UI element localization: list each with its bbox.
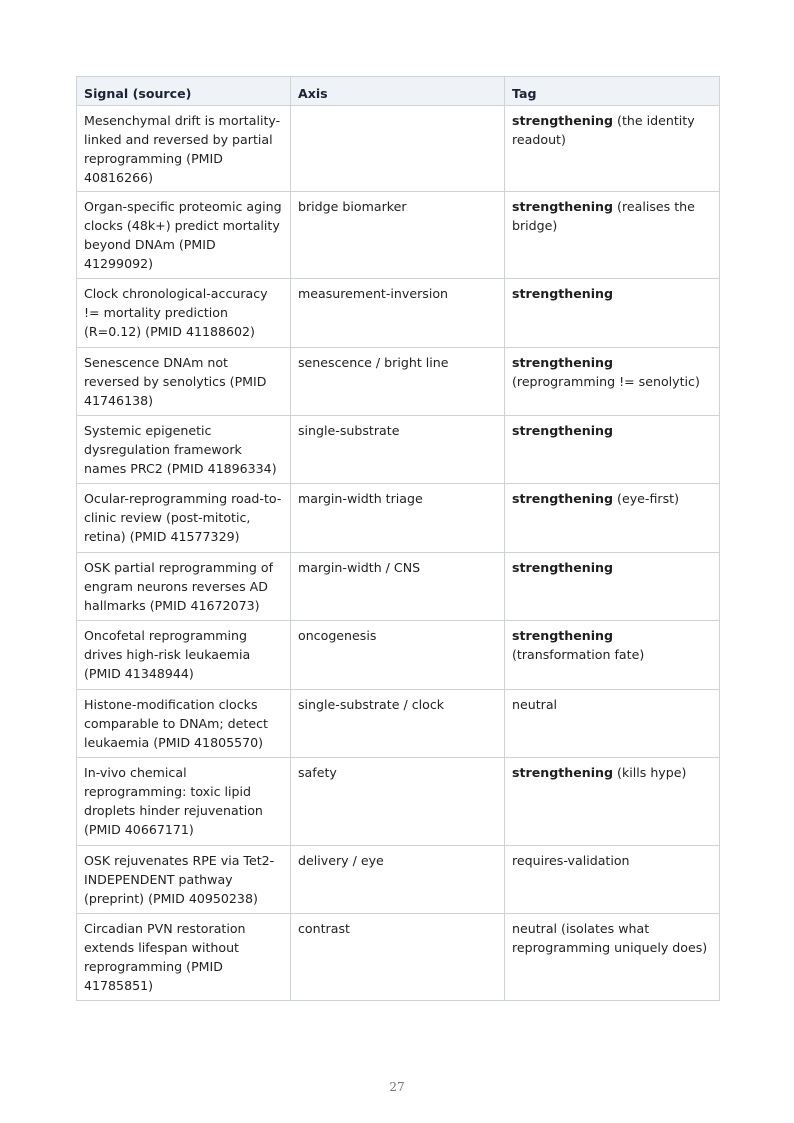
table-row [77,846,720,914]
cell-tag [505,192,720,279]
table-body [77,106,720,1001]
cell-signal: Clock chronological-accuracy != mortality prediction (R=0.12) (PMID 41188602) [77,279,291,348]
table-row [77,621,720,690]
page-number: 27 [389,1080,405,1094]
cell-tag [505,758,720,846]
cell-tag [505,690,720,758]
cell-tag [505,553,720,621]
cell-axis: bridge biomarker [291,192,505,279]
tag-note-text: requires-validation [512,853,630,868]
table-header [77,77,720,106]
cell-axis: senescence / bright line [291,348,505,416]
header-axis: Axis [291,77,505,106]
cell-axis: single-substrate / clock [291,690,505,758]
table-row [77,279,720,348]
tag-strong-text: strengthening [512,113,614,128]
tag-note-text: (eye-first) [613,491,679,506]
tag-strong-text: strengthening [512,491,614,506]
cell-tag [505,416,720,484]
tag-note-text: (the identity readout) [512,113,695,147]
cell-signal: Ocular-reprogramming road-to-clinic review (post-mitotic, retina) (PMID 41577329) [77,484,291,553]
cell-tag [505,348,720,416]
cell-axis: measurement-inversion [291,279,505,348]
cell-signal: OSK partial reprogramming of engram neurons reverses AD hallmarks (PMID 41672073) [77,553,291,621]
cell-tag [505,914,720,1001]
tag-note-text: neutral (isolates what reprogramming uniquely does) [512,921,708,955]
table-row [77,348,720,416]
header-signal: Signal (source) [77,77,291,106]
table-header-row [77,77,720,106]
cell-tag [505,484,720,553]
tag-note-text: (realises the bridge) [512,199,695,233]
tag-note-text: (transformation fate) [512,647,645,662]
cell-signal: Oncofetal reprogramming drives high-risk leukaemia (PMID 41348944) [77,621,291,690]
cell-axis: safety [291,758,505,846]
cell-signal: OSK rejuvenates RPE via Tet2-INDEPENDENT pathway (preprint) (PMID 40950238) [77,846,291,914]
tag-strong-text: strengthening [512,286,614,301]
cell-axis: delivery / eye [291,846,505,914]
cell-tag [505,106,720,192]
tag-strong-text: strengthening [512,199,614,214]
tag-note-text: neutral [512,697,558,712]
table-row [77,690,720,758]
cell-signal: Histone-modification clocks comparable to DNAm; detect leukaemia (PMID 41805570) [77,690,291,758]
table-row [77,914,720,1001]
table-row [77,106,720,192]
tag-strong-text: strengthening [512,628,614,643]
tag-note-text: (kills hype) [613,765,687,780]
table-row [77,484,720,553]
header-tag: Tag [505,77,720,106]
cell-tag [505,621,720,690]
cell-signal: Senescence DNAm not reversed by senolytics (PMID 41746138) [77,348,291,416]
tag-strong-text: strengthening [512,765,614,780]
cell-tag [505,279,720,348]
table-row [77,192,720,279]
tag-strong-text: strengthening [512,560,614,575]
table-row [77,416,720,484]
cell-axis: margin-width / CNS [291,553,505,621]
tag-note-text: (reprogramming != senolytic) [512,374,700,389]
cell-axis: oncogenesis [291,621,505,690]
signals-table [76,76,720,1001]
cell-signal: Systemic epigenetic dysregulation framework names PRC2 (PMID 41896334) [77,416,291,484]
cell-axis: contrast [291,914,505,1001]
cell-signal: Circadian PVN restoration extends lifespan without reprogramming (PMID 41785851) [77,914,291,1001]
cell-axis: single-substrate [291,416,505,484]
cell-tag [505,846,720,914]
tag-strong-text: strengthening [512,423,614,438]
tag-strong-text: strengthening [512,355,614,370]
cell-signal: Organ-specific proteomic aging clocks (48k+) predict mortality beyond DNAm (PMID 41299092) [77,192,291,279]
table-row [77,758,720,846]
cell-axis: margin-width triage [291,484,505,553]
table-row [77,553,720,621]
cell-signal: Mesenchymal drift is mortality-linked and reversed by partial reprogramming (PMID 40816266) [77,106,291,192]
cell-axis [291,106,505,192]
cell-signal: In-vivo chemical reprogramming: toxic lipid droplets hinder rejuvenation (PMID 40667171) [77,758,291,846]
